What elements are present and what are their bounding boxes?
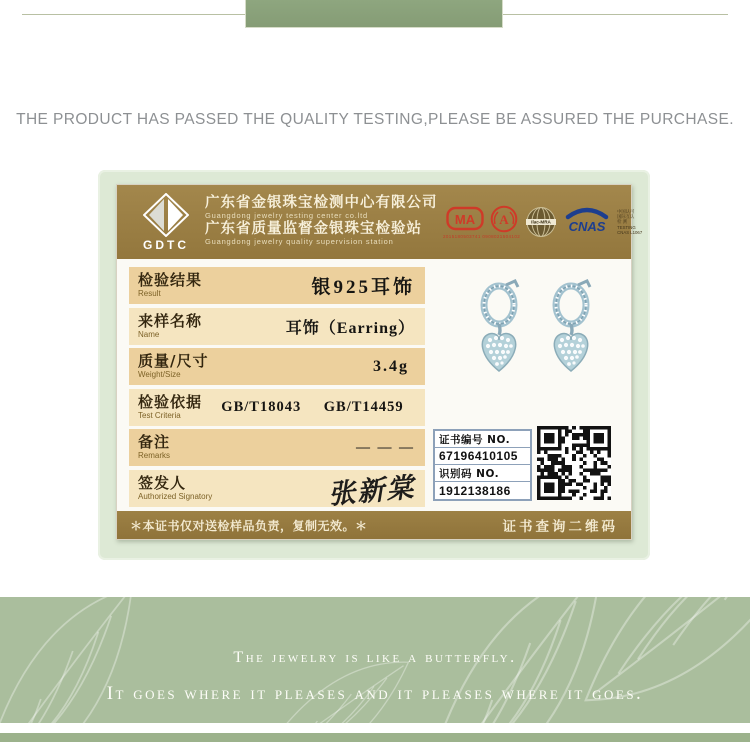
certification-marks xyxy=(443,205,642,239)
certificate-card xyxy=(116,184,643,540)
bottom-green-stripe xyxy=(0,733,750,742)
top-green-banner xyxy=(245,0,503,28)
company-en-1: Guangdong jewelry testing center co.ltd xyxy=(205,211,368,221)
table-row-name xyxy=(129,308,425,345)
gdtc-logo-text: GDTC xyxy=(143,237,189,252)
cert-no-value: 67196410105 xyxy=(439,449,518,463)
name-value: 耳饰（Earring） xyxy=(285,319,415,337)
table-row-remarks xyxy=(129,429,425,466)
row-label-cn: 备注 xyxy=(138,433,171,451)
certificate-footer-bar xyxy=(117,511,631,539)
cert-number-row xyxy=(435,465,530,482)
certificate-body xyxy=(117,259,631,511)
qr-caption: 证书查询二维码 xyxy=(502,519,618,535)
criteria-value-1: GB/T18043 xyxy=(221,398,302,415)
svg-text:CNAS: CNAS xyxy=(568,219,606,234)
result-value: 银925耳饰 xyxy=(311,277,415,298)
table-row-signatory xyxy=(129,470,425,511)
cert-number-table xyxy=(433,429,532,501)
svg-text:MA: MA xyxy=(454,212,475,227)
certificate-panel xyxy=(98,170,650,560)
company-names xyxy=(205,196,443,248)
qr-code xyxy=(537,426,611,500)
id-code-value: 1912138186 xyxy=(439,483,511,498)
svg-text:A: A xyxy=(498,212,509,227)
row-label-cn: 检验结果 xyxy=(138,271,203,289)
slogan-line-2: It goes where it pleases and it pleases where it goes. xyxy=(106,683,644,704)
cert-number-row xyxy=(435,482,530,499)
gdtc-logo xyxy=(127,193,205,252)
cert-number-row xyxy=(435,448,530,465)
cnas-mark-icon xyxy=(562,207,612,237)
earrings-photo xyxy=(447,263,619,415)
row-label-en: Result xyxy=(138,289,161,298)
cal-mark-icon xyxy=(490,205,518,233)
mark-serial-text: 2015180503741 0908021504102 xyxy=(443,234,521,239)
footer-banner xyxy=(0,597,750,723)
certificate-header xyxy=(117,185,643,259)
row-label-en: Authorized Signatory xyxy=(138,491,213,501)
remarks-value: — — — xyxy=(356,439,415,455)
table-row-criteria xyxy=(129,389,425,426)
svg-text:ilac-MRA: ilac-MRA xyxy=(531,219,551,225)
company-cn-2: 广东省质量监督金银珠宝检验站 xyxy=(205,221,422,237)
criteria-value-2: GB/T14459 xyxy=(323,398,404,415)
row-label-en: Test Criteria xyxy=(138,410,181,420)
row-label-cn: 质量/尺寸 xyxy=(138,352,209,370)
ilac-mra-mark-icon xyxy=(525,206,557,238)
company-en-2: Guangdong jewelry quality supervision station xyxy=(205,237,394,247)
table-row-result xyxy=(129,267,425,304)
quality-headline: THE PRODUCT HAS PASSED THE QUALITY TESTING,PLEASE BE ASSURED THE PURCHASE. xyxy=(16,111,734,128)
cma-mark-icon xyxy=(446,206,484,232)
row-label-cn: 检验依据 xyxy=(138,392,203,411)
id-code-label: 识别码 NO. xyxy=(439,467,500,480)
weight-value: 3.4g xyxy=(373,357,409,375)
row-label-en: Name xyxy=(138,329,160,339)
cert-no-label: 证书编号 NO. xyxy=(439,433,511,446)
row-label-en: Remarks xyxy=(138,451,171,460)
cert-number-row xyxy=(435,431,530,448)
diamond-icon xyxy=(143,193,189,237)
earrings-icon xyxy=(447,263,619,415)
table-row-weight xyxy=(129,348,425,385)
row-label-cn: 签发人 xyxy=(138,473,187,492)
result-table xyxy=(129,267,425,510)
company-cn-1: 广东省金银珠宝检测中心有限公司 xyxy=(205,194,438,211)
slogan-line-1: The jewelry is like a butterfly. xyxy=(233,649,517,666)
row-label-en: Weight/Size xyxy=(138,370,181,379)
row-label-cn: 来样名称 xyxy=(138,311,203,330)
disclaimer-text: ＊本证书仅对送检样品负责，复制无效。＊ xyxy=(130,518,368,533)
signature: 张新棠 xyxy=(327,471,417,511)
cnas-side-text: 中国认可 国际互认 检 测 TESTING CNAS L1067 xyxy=(617,208,643,236)
